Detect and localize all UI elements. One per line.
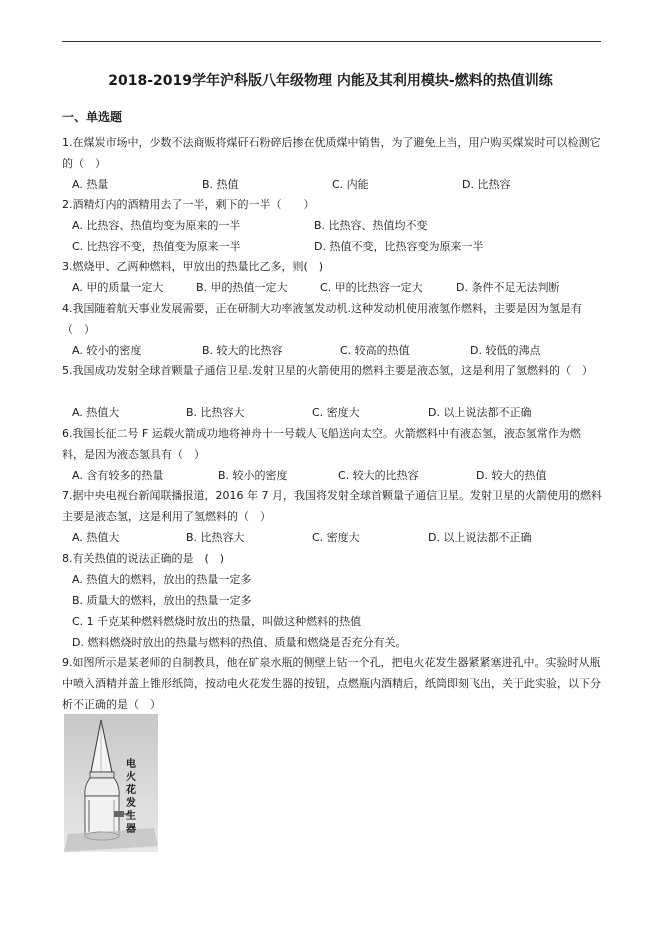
q5-option-b[interactable]: B. 比热容大: [186, 406, 245, 419]
q6-option-b[interactable]: B. 较小的密度: [218, 469, 288, 482]
q7-option-d[interactable]: D. 以上说法都不正确: [428, 531, 532, 544]
q4-option-d[interactable]: D. 较低的沸点: [470, 344, 541, 357]
q5-option-d[interactable]: D. 以上说法都不正确: [428, 406, 532, 419]
bottle-illustration: [64, 714, 158, 852]
spark-generator-label: 电火花发生器: [126, 759, 136, 835]
page-title: 2018-2019学年沪科版八年级物理 内能及其利用模块-燃料的热值训练: [108, 73, 553, 89]
q1-option-d[interactable]: D. 比热容: [462, 178, 511, 191]
q1-option-c[interactable]: C. 内能: [332, 178, 369, 191]
q7-option-a[interactable]: A. 热值大: [72, 531, 120, 544]
q3-option-c[interactable]: C. 甲的比热容一定大: [320, 281, 423, 294]
q3-option-d[interactable]: D. 条件不足无法判断: [456, 281, 560, 294]
q5-option-a[interactable]: A. 热值大: [72, 406, 120, 419]
question-5: 5.我国成功发射全球首颗量子通信卫星.发射卫星的火箭使用的燃料主要是液态氢，这是利用了氢燃料的（ ）: [62, 364, 593, 377]
q1-option-a[interactable]: A. 热量: [72, 178, 109, 191]
q2-option-a[interactable]: A. 比热容、热值均变为原来的一半: [72, 219, 241, 232]
q2-option-c[interactable]: C. 比热容不变，热值变为原来一半: [72, 240, 241, 253]
q1-option-b[interactable]: B. 热值: [202, 178, 239, 191]
q4-option-c[interactable]: C. 较高的热值: [340, 344, 410, 357]
q6-option-c[interactable]: C. 较大的比热容: [338, 469, 419, 482]
question-1: 1.在煤炭市场中，少数不法商贩将煤矸石粉碎后掺在优质煤中销售，为了避免上当，用户购买煤炭时可以检测它的（ ）: [62, 136, 601, 170]
q2-option-d[interactable]: D. 热值不变，比热容变为原来一半: [314, 240, 484, 253]
q7-option-b[interactable]: B. 比热容大: [186, 531, 245, 544]
q8-option-a[interactable]: A. 热值大的燃料，放出的热量一定多: [72, 573, 252, 586]
q3-option-b[interactable]: B. 甲的热值一定大: [196, 281, 288, 294]
q8-option-c[interactable]: C. 1 千克某种燃料燃烧时放出的热量，叫做这种燃料的热值: [72, 615, 362, 628]
question-4: 4.我国随着航天事业发展需要，正在研制大功率液氢发动机.这种发动机使用液氢作燃料，主要是因为氢是有（ ）: [62, 302, 582, 336]
question-3: 3.燃烧甲、乙两种燃料，甲放出的热量比乙多，则( ): [62, 260, 324, 273]
q6-option-a[interactable]: A. 含有较多的热量: [72, 469, 164, 482]
section-heading: 一、单选题: [62, 110, 123, 124]
q5-option-c[interactable]: C. 密度大: [312, 406, 360, 419]
header-rule: [62, 41, 601, 42]
q7-option-c[interactable]: C. 密度大: [312, 531, 360, 544]
q2-option-b[interactable]: B. 比热容、热值均不变: [314, 219, 428, 232]
q8-option-d[interactable]: D. 燃料燃烧时放出的热量与燃料的热值、质量和燃烧是否充分有关。: [72, 636, 407, 649]
q4-option-b[interactable]: B. 较大的比热容: [202, 344, 283, 357]
question-9: 9.如图所示是某老师的自制教具，他在矿泉水瓶的侧壁上钻一个孔，把电火花发生器紧紧塞进孔中。实验时从瓶中喷入酒精并盖上锥形纸筒，按动电火花发生器的按钮，点燃瓶内酒精后，纸筒即刻飞出，关于此实验，以下分析不正确的是（ ）: [62, 656, 601, 711]
question-8: 8.有关热值的说法正确的是 ( ): [62, 552, 225, 565]
spark-generator-figure: [64, 714, 158, 852]
q6-option-d[interactable]: D. 较大的热值: [476, 469, 547, 482]
q4-option-a[interactable]: A. 较小的密度: [72, 344, 142, 357]
question-7: 7.据中央电视台新闻联播报道，2016 年 7 月，我国将发射全球首颗量子通信卫星。发射卫星的火箭使用的燃料主要是液态氢，这是利用了氢燃料的（ ）: [62, 489, 602, 523]
question-2: 2.酒精灯内的酒精用去了一半，剩下的一半（ ）: [62, 198, 315, 211]
q8-option-b[interactable]: B. 质量大的燃料，放出的热量一定多: [72, 594, 252, 607]
q3-option-a[interactable]: A. 甲的质量一定大: [72, 281, 164, 294]
question-6: 6.我国长征二号 F 运载火箭成功地将神舟十一号载人飞船送向太空。火箭燃料中有液态氢，液态氢常作为燃料，是因为液态氢具有（ ）: [62, 427, 581, 461]
